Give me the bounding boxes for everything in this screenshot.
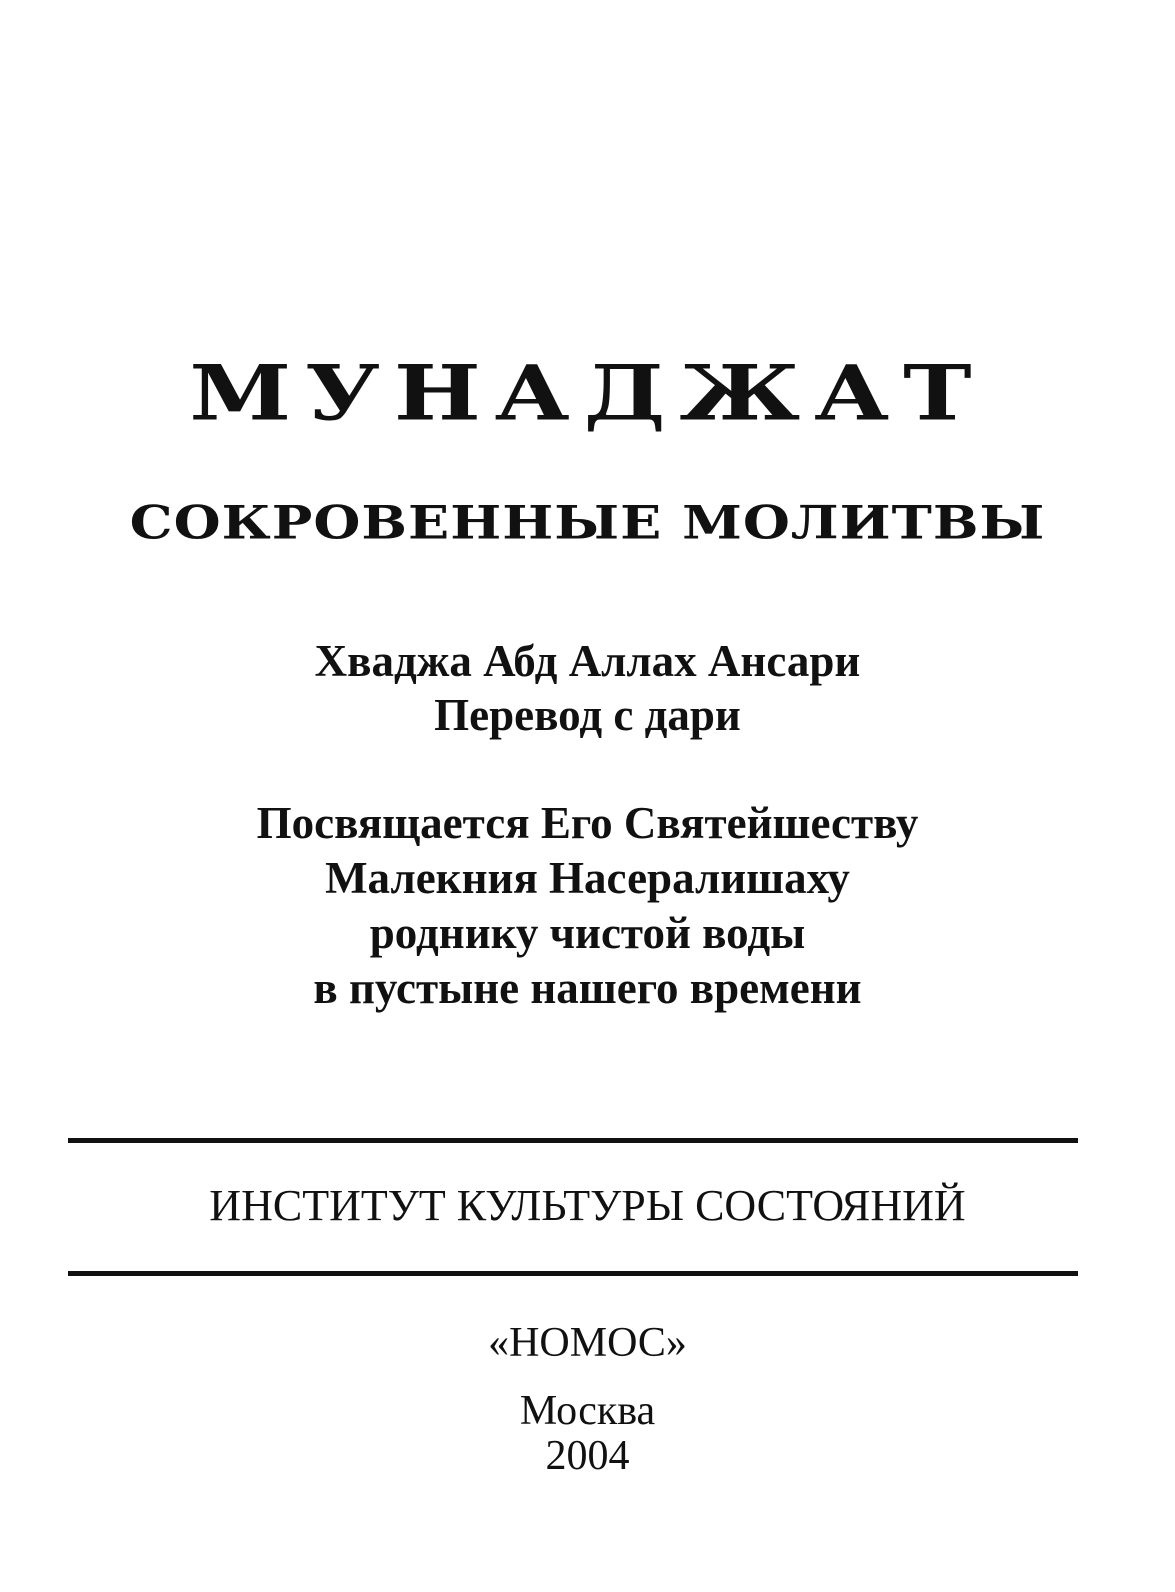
publication-year: 2004 [545,1433,630,1479]
dedication-line: Посвящается Его Святейшеству [256,798,919,848]
dedication-line: Малекния Насералишаху [325,853,850,903]
institute-name: ИНСТИТУТ КУЛЬТУРЫ СОСТОЯНИЙ [209,1181,966,1230]
top-divider [68,1138,1078,1143]
book-subtitle: СОКРОВЕННЫЕ МОЛИТВЫ [129,495,1046,550]
translation-note: Перевод с дари [434,690,741,740]
book-title: МУНАДЖАТ [189,348,986,438]
dedication-line: роднику чистой воды [369,908,806,958]
bottom-divider [68,1271,1078,1276]
publication-city: Москва [519,1388,656,1434]
dedication-line: в пустыне нашего времени [313,963,862,1013]
publisher-name: «НОМОС» [488,1320,687,1366]
author-name: Хваджа Абд Аллах Ансари [314,636,861,686]
